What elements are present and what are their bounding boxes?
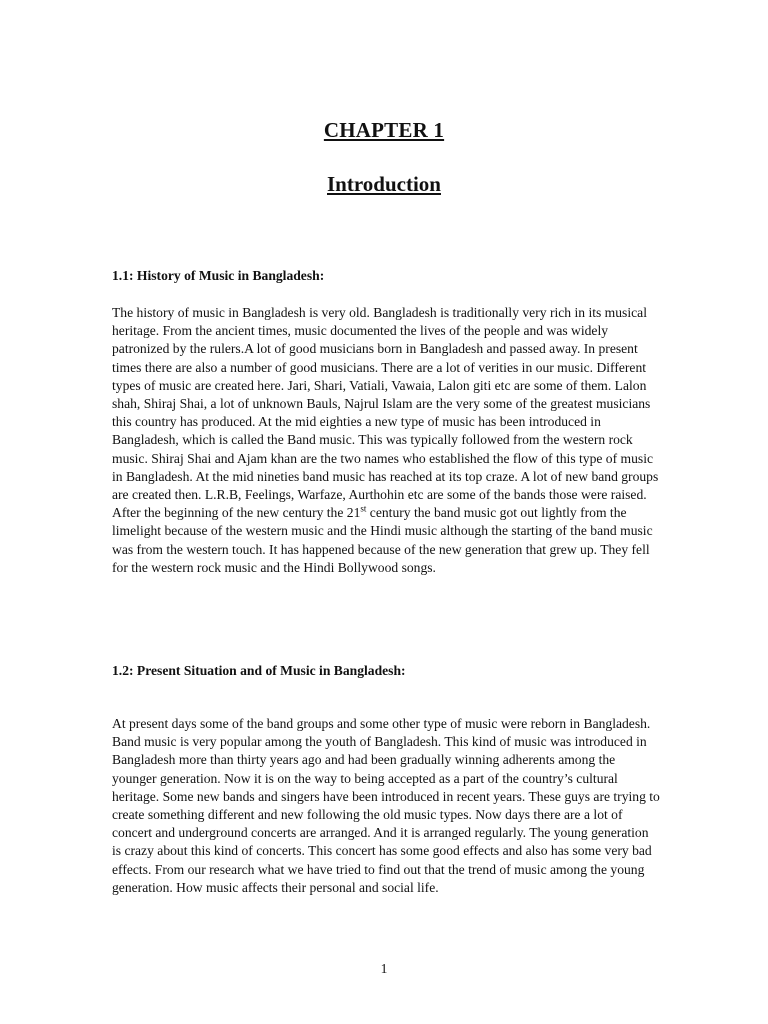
section-heading-history: 1.1: History of Music in Bangladesh:: [112, 268, 325, 283]
section-heading-present: 1.2: Present Situation and of Music in Bangladesh:: [112, 663, 406, 678]
page-number: 1: [380, 961, 388, 976]
paragraph-text-part1: The history of music in Bangladesh is very old. Bangladesh is traditionally very rich in its musical heritage. From the ancient times, music documented the lives of the people and was widely patronized by the rulers.A lot of good musicians born in Bangladesh and passed away. In present times there are also a number of good musicians. There are a lot of verities in our music. Different types of music are created here. Jari, Shari, Vatiali, Vawaia, Lalon giti etc are some of them. Lalon shah, Shiraj Shai, a lot of unknown Bauls, Najrul Islam are the very some of the greatest musicians this country has produced. At the mid eighties a new type of music has been introduced in Bangladesh, which is called the Band music. This was typically followed from the western rock music. Shiraj Shai and Ajam khan are the two names who established the flow of this type of music in Bangladesh. At the mid nineties band music has reached at its top craze. A lot of new band groups are created then. L.R.B, Feelings, Warfaze, Aurthohin etc are some of the bands those were raised. After the beginning of the new century the 21: [112, 305, 659, 521]
paragraph-text-part2: century the band music got out lightly from the limelight because of the western music and the Hindi music although the starting of the band music was from the western touch. It has happened because of the new generation that grew up. They fell for the western rock music and the Hindi Bollywood songs.: [112, 505, 653, 575]
chapter-label: CHAPTER 1: [323, 118, 445, 142]
ordinal-superscript: st: [360, 503, 367, 514]
chapter-title: Introduction: [327, 172, 441, 196]
section-paragraph-history: [112, 304, 660, 577]
section-paragraph-present: At present days some of the band groups and some other type of music were reborn in Bangladesh. Band music is very popular among the youth of Bangladesh. This kind of music was introduced in Bangladesh more than thirty years ago and had been gradually winning adherents among the younger generation. Now it is on the way to being accepted as a part of the country’s cultural heritage. Some new bands and singers have been introduced in recent years. These guys are trying to create something different and new following the old music types. Now days there are a lot of concert and underground concerts are arranged. And it is arranged regularly. The young generation is crazy about this kind of concerts. This concert has some good effects and also has some very bad effects. From our research what we have tried to find out that the trend of music among the young generation. How music affects their personal and social life.: [112, 716, 660, 895]
